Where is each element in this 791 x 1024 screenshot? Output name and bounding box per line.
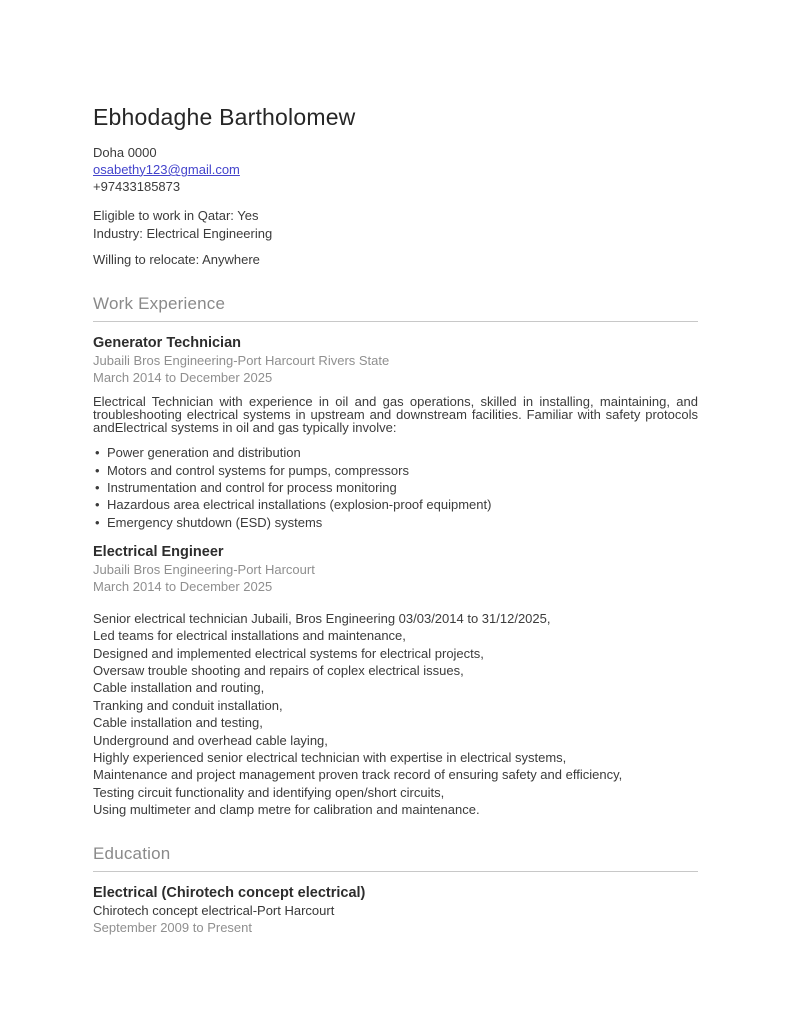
job-description-line: Cable installation and routing,	[93, 680, 265, 696]
job-bullet-list	[93, 444, 698, 531]
job-description-line: Underground and overhead cable laying,	[93, 732, 328, 748]
candidate-name: Ebhodaghe Bartholomew	[93, 104, 356, 130]
job-summary: Electrical Technician with experience in oil and gas operations, skilled in installing, maintaining, and troubleshooting electrical systems in upstream and downstream facilities. Familiar with safety protocols andElectrical systems in oil and gas typically involve:	[93, 394, 698, 436]
industry: Industry: Electrical Engineering	[93, 225, 273, 241]
contact-location: Doha 0000	[93, 145, 157, 160]
job-dates: March 2014 to December 2025	[93, 579, 273, 595]
job-title: Electrical Engineer	[93, 544, 224, 561]
job-dates: March 2014 to December 2025	[93, 369, 273, 385]
job-bullet: • Emergency shutdown (ESD) systems	[93, 514, 698, 531]
work-experience-section	[93, 294, 698, 819]
job-title: Generator Technician	[93, 334, 241, 351]
education-entry	[93, 885, 698, 937]
education-dates: September 2009 to Present	[93, 919, 252, 935]
job-description-line: Senior electrical technician Jubaili, Bros Engineering 03/03/2014 to 31/12/2025,	[93, 610, 551, 626]
job-description-line: Oversaw trouble shooting and repairs of coplex electrical issues,	[93, 662, 464, 678]
work-eligibility: Eligible to work in Qatar: Yes	[93, 208, 259, 223]
job-description-line: Tranking and conduit installation,	[93, 697, 283, 713]
job-entry-generator-technician	[93, 335, 698, 532]
education-section	[93, 844, 698, 937]
job-description-line: Highly experienced senior electrical technician with expertise in electrical systems,	[93, 749, 567, 765]
job-company: Jubaili Bros Engineering-Port Harcourt	[93, 562, 315, 578]
job-description-line: Testing circuit functionality and identifying open/short circuits,	[93, 784, 445, 800]
contact-phone: +97433185873	[93, 179, 181, 194]
details-block	[93, 207, 698, 269]
job-description-line: Maintenance and project management proven track record of ensuring safety and efficiency,	[93, 767, 623, 783]
education-heading: Education	[93, 844, 698, 872]
job-entry-electrical-engineer	[93, 544, 698, 818]
job-description-line: Led teams for electrical installations and maintenance,	[93, 628, 406, 644]
job-bullet: • Instrumentation and control for process monitoring	[93, 479, 698, 496]
work-experience-heading: Work Experience	[93, 294, 698, 322]
contact-block	[93, 144, 698, 195]
contact-email-link[interactable]: osabethy123@gmail.com	[93, 162, 240, 177]
job-description-line: Using multimeter and clamp metre for calibration and maintenance.	[93, 802, 480, 818]
job-company: Jubaili Bros Engineering-Port Harcourt Rivers State	[93, 352, 390, 368]
education-school: Chirotech concept electrical-Port Harcourt	[93, 902, 335, 918]
job-description-line: Cable installation and testing,	[93, 715, 263, 731]
job-description-lines	[93, 610, 698, 819]
relocation: Willing to relocate: Anywhere	[93, 252, 260, 267]
job-bullet: • Hazardous area electrical installations (explosion-proof equipment)	[93, 496, 698, 513]
job-bullet: • Motors and control systems for pumps, compressors	[93, 462, 698, 479]
education-degree: Electrical (Chirotech concept electrical)	[93, 884, 366, 901]
job-description-line: Designed and implemented electrical systems for electrical projects,	[93, 645, 484, 661]
job-bullet: • Power generation and distribution	[93, 444, 698, 461]
